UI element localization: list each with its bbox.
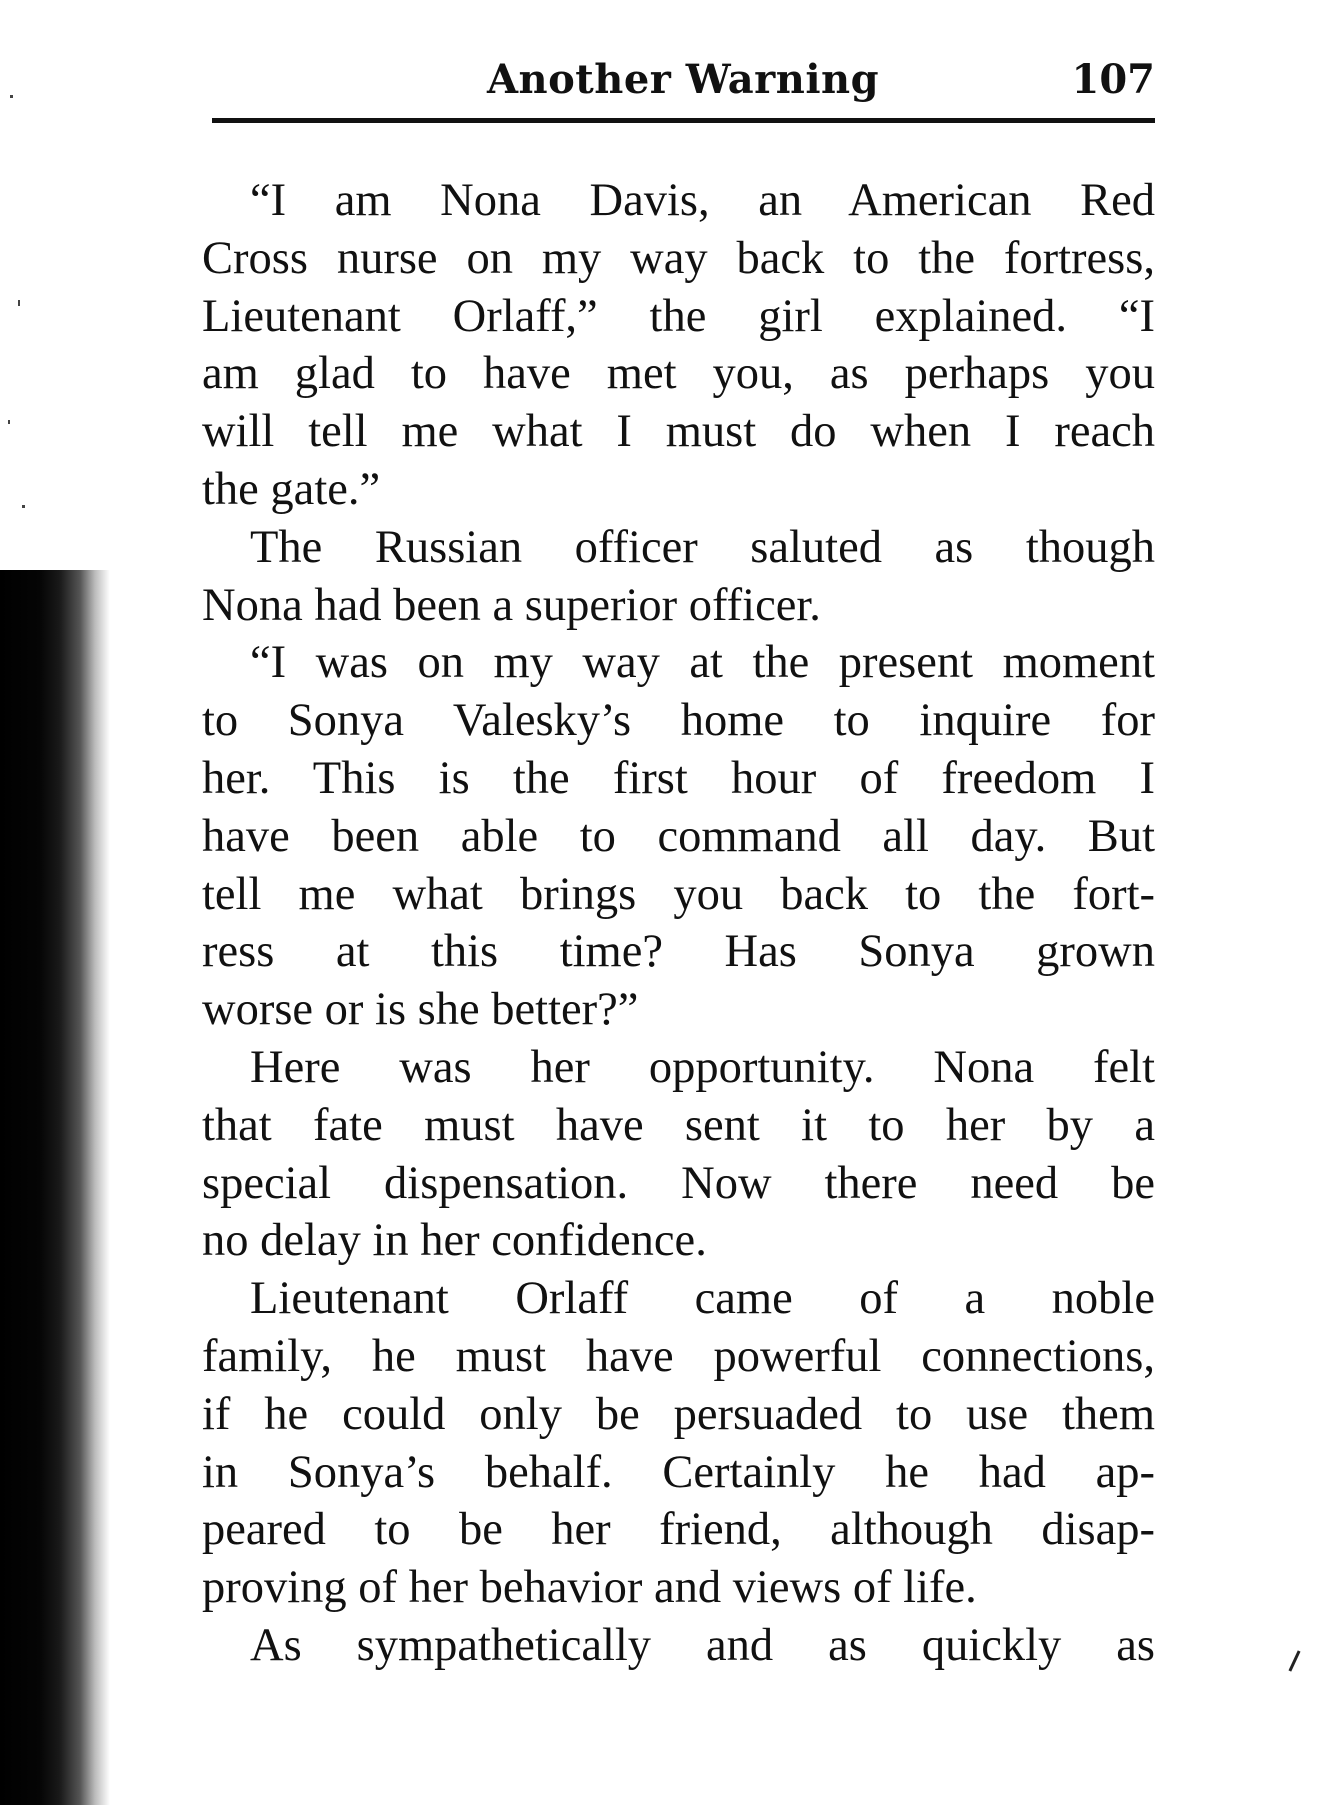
- scan-speck: [22, 505, 25, 508]
- text-line: tell me what brings you back to the fort-: [202, 868, 1155, 920]
- text-line: will tell me what I must do when I reach: [202, 406, 1155, 458]
- body-text: [202, 172, 1155, 1675]
- page-number: 107: [1071, 56, 1155, 103]
- text-line: special dispensation. Now there need be: [202, 1157, 1155, 1209]
- page-header: [212, 52, 1155, 110]
- text-line: peared to be her friend, although disap-: [202, 1504, 1155, 1556]
- text-line: that fate must have sent it to her by a: [202, 1099, 1155, 1151]
- scan-speck: [10, 95, 13, 98]
- text-line: worse or is she better?”: [202, 984, 639, 1036]
- text-line: to Sonya Valesky’s home to inquire for: [202, 695, 1155, 747]
- text-line: Nona had been a superior officer.: [202, 579, 821, 631]
- text-line: family, he must have powerful connections,: [202, 1330, 1155, 1382]
- text-line: “I was on my way at the present moment: [250, 637, 1155, 689]
- text-line: proving of her behavior and views of life.: [202, 1562, 977, 1614]
- text-line: ress at this time? Has Sonya grown: [202, 926, 1155, 978]
- header-rule: [212, 118, 1155, 123]
- text-line: “I am Nona Davis, an American Red: [250, 175, 1155, 226]
- scan-mark: [1288, 1650, 1300, 1671]
- text-line: her. This is the first hour of freedom I: [202, 752, 1155, 804]
- binding-shadow: [0, 570, 110, 1805]
- text-line: if he could only be persuaded to use them: [202, 1388, 1155, 1440]
- running-title: Another Warning: [487, 56, 880, 103]
- text-line: am glad to have met you, as perhaps you: [202, 348, 1155, 400]
- text-line: have been able to command all day. But: [202, 810, 1155, 862]
- text-line: in Sonya’s behalf. Certainly he had ap-: [202, 1446, 1155, 1498]
- text-line: Lieutenant Orlaff came of a noble: [250, 1273, 1155, 1325]
- text-line: Here was her opportunity. Nona felt: [250, 1041, 1155, 1093]
- text-line: Lieutenant Orlaff,” the girl explained. “I: [202, 290, 1155, 342]
- text-line: The Russian officer saluted as though: [250, 521, 1155, 573]
- text-line: Cross nurse on my way back to the fortress,: [202, 232, 1155, 284]
- scan-speck: [18, 300, 20, 306]
- text-line: As sympathetically and as quickly as: [250, 1619, 1155, 1671]
- text-line: the gate.”: [202, 463, 381, 515]
- scan-speck: [8, 420, 10, 424]
- text-line: no delay in her confidence.: [202, 1215, 707, 1267]
